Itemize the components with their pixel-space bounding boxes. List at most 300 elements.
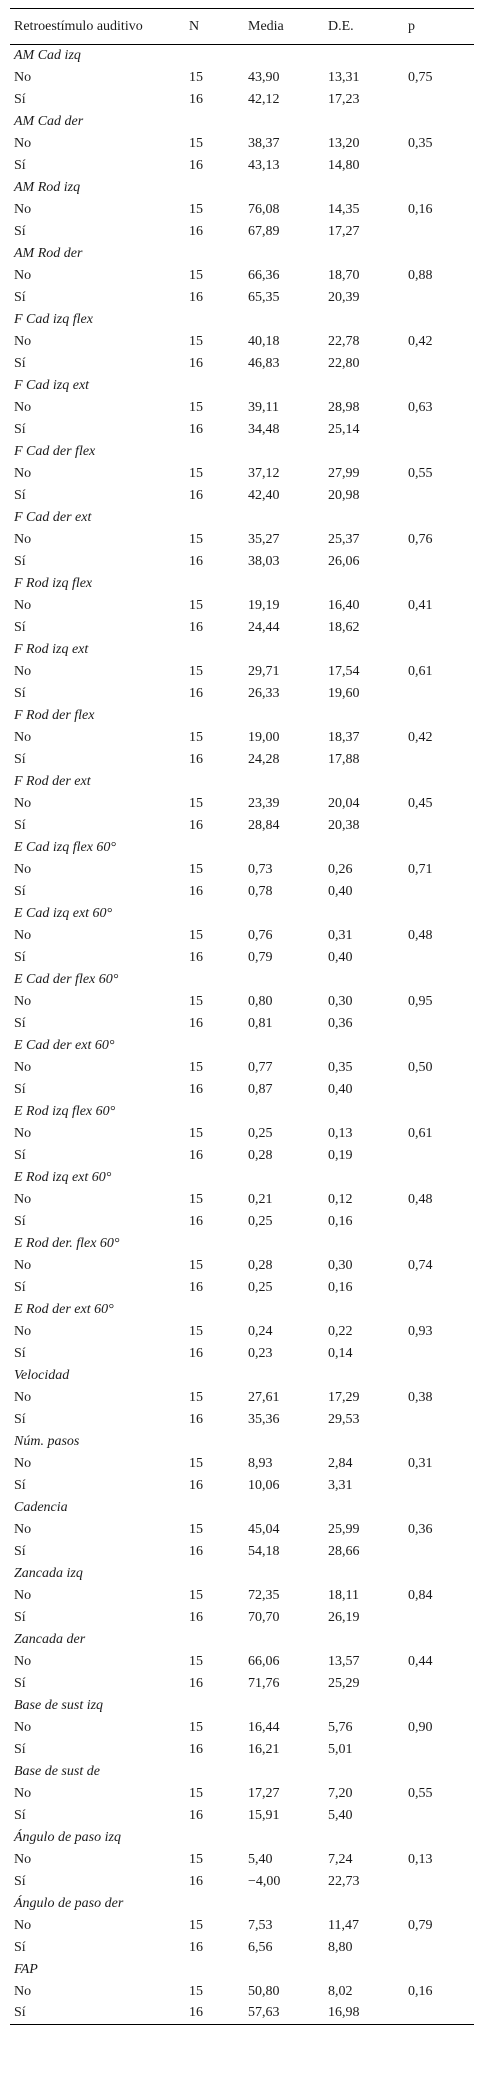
p-value	[404, 155, 474, 177]
media-value: 16,44	[248, 1719, 280, 1735]
p-value: 0,71	[408, 861, 433, 877]
results-table	[10, 8, 474, 2025]
table-row	[10, 1057, 474, 1079]
n-value: 15	[189, 1191, 203, 1207]
table-row	[10, 683, 474, 705]
media-value: 66,06	[248, 1653, 280, 1669]
media-value: 0,77	[248, 1059, 273, 1075]
de-value: 0,40	[328, 1081, 353, 1097]
variable-row	[10, 1167, 474, 1189]
p-value	[404, 221, 474, 243]
variable-name: E Cad izq flex 60°	[14, 839, 117, 855]
table-row	[10, 1013, 474, 1035]
p-value	[404, 419, 474, 441]
de-value: 20,38	[328, 817, 360, 833]
level-label: Sí	[14, 223, 26, 239]
level-label: Sí	[14, 157, 26, 173]
media-value: 76,08	[248, 201, 280, 217]
header-row	[10, 9, 474, 45]
table-row	[10, 221, 474, 243]
de-value: 11,47	[328, 1917, 359, 1933]
variable-row	[10, 441, 474, 463]
n-value: 15	[189, 1059, 203, 1075]
variable-row	[10, 573, 474, 595]
variable-name: F Cad der ext	[14, 509, 92, 525]
p-value	[404, 1805, 474, 1827]
media-value: 43,90	[248, 69, 280, 85]
de-value: 17,23	[328, 91, 360, 107]
level-label: Sí	[14, 1675, 26, 1691]
media-value: 0,73	[248, 861, 273, 877]
de-value: 14,35	[328, 201, 360, 217]
table-row	[10, 1145, 474, 1167]
level-label: Sí	[14, 1345, 26, 1361]
level-label: No	[14, 1257, 32, 1273]
p-value	[404, 2003, 474, 2025]
de-value: 22,80	[328, 355, 360, 371]
p-value: 0,90	[408, 1719, 433, 1735]
table-row	[10, 749, 474, 771]
variable-row	[10, 1827, 474, 1849]
variable-name: E Rod der. flex 60°	[14, 1235, 120, 1251]
de-value: 0,14	[328, 1345, 353, 1361]
n-value: 15	[189, 597, 203, 613]
de-value: 18,11	[328, 1587, 359, 1603]
p-value: 0,45	[408, 795, 433, 811]
table-row	[10, 617, 474, 639]
table-row	[10, 1651, 474, 1673]
n-value: 15	[189, 1983, 203, 1999]
p-value	[404, 1145, 474, 1167]
n-value: 15	[189, 1587, 203, 1603]
media-value: 28,84	[248, 817, 280, 833]
de-value: 18,62	[328, 619, 360, 635]
variable-name: F Rod izq ext	[14, 641, 89, 657]
variable-row	[10, 1299, 474, 1321]
p-value	[404, 1343, 474, 1365]
de-value: 14,80	[328, 157, 360, 173]
p-value: 0,31	[408, 1455, 433, 1471]
variable-name: E Cad der ext 60°	[14, 1037, 115, 1053]
level-label: No	[14, 267, 32, 283]
de-value: 0,30	[328, 1257, 353, 1273]
n-value: 15	[189, 795, 203, 811]
level-label: No	[14, 597, 32, 613]
p-value: 0,75	[408, 69, 433, 85]
p-value: 0,13	[408, 1851, 433, 1867]
p-value: 0,48	[408, 1191, 433, 1207]
table-row	[10, 67, 474, 89]
p-value	[404, 683, 474, 705]
n-value: 16	[189, 1411, 203, 1427]
variable-row	[10, 903, 474, 925]
de-value: 0,13	[328, 1125, 353, 1141]
level-label: No	[14, 465, 32, 481]
n-value: 15	[189, 663, 203, 679]
n-value: 16	[189, 619, 203, 635]
de-value: 18,37	[328, 729, 360, 745]
level-label: No	[14, 1587, 32, 1603]
de-value: 0,36	[328, 1015, 353, 1031]
level-label: Sí	[14, 487, 26, 503]
table-row	[10, 947, 474, 969]
variable-row	[10, 705, 474, 727]
p-value: 0,63	[408, 399, 433, 415]
variable-row	[10, 45, 474, 67]
level-label: Sí	[14, 1609, 26, 1625]
level-label: No	[14, 1917, 32, 1933]
level-label: Sí	[14, 1147, 26, 1163]
de-value: 13,57	[328, 1653, 360, 1669]
media-value: 38,03	[248, 553, 280, 569]
p-value: 0,76	[408, 531, 433, 547]
variable-row	[10, 1101, 474, 1123]
table-row	[10, 199, 474, 221]
n-value: 16	[189, 1279, 203, 1295]
p-value: 0,42	[408, 729, 433, 745]
variable-name: Base de sust de	[14, 1763, 100, 1779]
n-value: 16	[189, 1873, 203, 1889]
table-row	[10, 485, 474, 507]
de-value: 2,84	[328, 1455, 353, 1471]
media-value: 34,48	[248, 421, 280, 437]
media-value: 24,44	[248, 619, 280, 635]
level-label: Sí	[14, 1015, 26, 1031]
media-value: 72,35	[248, 1587, 280, 1603]
media-value: 0,28	[248, 1257, 273, 1273]
variable-name: F Cad izq flex	[14, 311, 93, 327]
n-value: 16	[189, 1147, 203, 1163]
p-value: 0,74	[408, 1257, 433, 1273]
variable-row	[10, 1497, 474, 1519]
table-row	[10, 1849, 474, 1871]
media-value: 26,33	[248, 685, 280, 701]
n-value: 16	[189, 553, 203, 569]
level-label: Sí	[14, 289, 26, 305]
p-value	[404, 551, 474, 573]
variable-name: AM Cad izq	[14, 47, 81, 63]
n-value: 15	[189, 1521, 203, 1537]
p-value	[404, 749, 474, 771]
n-value: 15	[189, 1323, 203, 1339]
de-value: 18,70	[328, 267, 360, 283]
level-label: No	[14, 795, 32, 811]
media-value: 0,87	[248, 1081, 273, 1097]
variable-name: F Rod der ext	[14, 773, 91, 789]
variable-row	[10, 1035, 474, 1057]
variable-name: Ángulo de paso izq	[14, 1829, 121, 1845]
media-value: 54,18	[248, 1543, 280, 1559]
de-value: 5,01	[328, 1741, 353, 1757]
n-value: 16	[189, 421, 203, 437]
table-row	[10, 1585, 474, 1607]
de-value: 28,66	[328, 1543, 360, 1559]
table-row	[10, 727, 474, 749]
media-value: 35,36	[248, 1411, 280, 1427]
level-label: Sí	[14, 1807, 26, 1823]
n-value: 15	[189, 267, 203, 283]
n-value: 15	[189, 993, 203, 1009]
n-value: 15	[189, 1851, 203, 1867]
de-value: 27,99	[328, 465, 360, 481]
header-n: N	[185, 9, 244, 45]
p-value	[404, 485, 474, 507]
de-value: 8,80	[328, 1939, 353, 1955]
variable-row	[10, 1431, 474, 1453]
media-value: 0,79	[248, 949, 273, 965]
p-value: 0,61	[408, 663, 433, 679]
variable-row	[10, 1629, 474, 1651]
de-value: 20,39	[328, 289, 360, 305]
de-value: 0,22	[328, 1323, 353, 1339]
p-value	[404, 1277, 474, 1299]
p-value	[404, 1079, 474, 1101]
n-value: 16	[189, 157, 203, 173]
n-value: 15	[189, 1785, 203, 1801]
media-value: 16,21	[248, 1741, 280, 1757]
p-value: 0,35	[408, 135, 433, 151]
media-value: 0,23	[248, 1345, 273, 1361]
variable-name: F Rod izq flex	[14, 575, 93, 591]
n-value: 15	[189, 69, 203, 85]
de-value: 20,98	[328, 487, 360, 503]
variable-row	[10, 1893, 474, 1915]
n-value: 16	[189, 949, 203, 965]
n-value: 16	[189, 751, 203, 767]
n-value: 16	[189, 1939, 203, 1955]
media-value: 35,27	[248, 531, 280, 547]
table-row	[10, 1541, 474, 1563]
de-value: 0,31	[328, 927, 353, 943]
media-value: 45,04	[248, 1521, 280, 1537]
media-value: 39,11	[248, 399, 279, 415]
media-value: 71,76	[248, 1675, 280, 1691]
table-row	[10, 1123, 474, 1145]
n-value: 16	[189, 685, 203, 701]
level-label: No	[14, 927, 32, 943]
level-label: No	[14, 1653, 32, 1669]
variable-name: AM Rod der	[14, 245, 83, 261]
table-row	[10, 1871, 474, 1893]
table-row	[10, 353, 474, 375]
table-row	[10, 1805, 474, 1827]
media-value: 40,18	[248, 333, 280, 349]
table-row	[10, 1409, 474, 1431]
n-value: 16	[189, 1543, 203, 1559]
de-value: 19,60	[328, 685, 360, 701]
n-value: 15	[189, 531, 203, 547]
level-label: Sí	[14, 1939, 26, 1955]
p-value	[404, 1739, 474, 1761]
de-value: 0,16	[328, 1279, 353, 1295]
variable-row	[10, 1563, 474, 1585]
variable-row	[10, 1695, 474, 1717]
media-value: 42,12	[248, 91, 280, 107]
table-row	[10, 1343, 474, 1365]
table-row	[10, 463, 474, 485]
level-label: Sí	[14, 619, 26, 635]
p-value: 0,79	[408, 1917, 433, 1933]
n-value: 15	[189, 465, 203, 481]
de-value: 25,29	[328, 1675, 360, 1691]
media-value: 24,28	[248, 751, 280, 767]
p-value: 0,42	[408, 333, 433, 349]
table-row	[10, 815, 474, 837]
variable-row	[10, 969, 474, 991]
table-row	[10, 331, 474, 353]
media-value: 15,91	[248, 1807, 280, 1823]
de-value: 0,40	[328, 949, 353, 965]
de-value: 29,53	[328, 1411, 360, 1427]
table-body	[10, 45, 474, 2025]
de-value: 26,06	[328, 553, 360, 569]
de-value: 0,16	[328, 1213, 353, 1229]
variable-row	[10, 177, 474, 199]
level-label: Sí	[14, 355, 26, 371]
level-label: No	[14, 1719, 32, 1735]
media-value: 27,61	[248, 1389, 280, 1405]
p-value: 0,36	[408, 1521, 433, 1537]
de-value: 3,31	[328, 1477, 353, 1493]
p-value: 0,41	[408, 597, 433, 613]
p-value: 0,48	[408, 927, 433, 943]
de-value: 7,20	[328, 1785, 353, 1801]
de-value: 17,54	[328, 663, 360, 679]
n-value: 15	[189, 333, 203, 349]
de-value: 22,78	[328, 333, 360, 349]
n-value: 15	[189, 927, 203, 943]
de-value: 0,35	[328, 1059, 353, 1075]
level-label: Sí	[14, 1741, 26, 1757]
variable-row	[10, 1233, 474, 1255]
table-row	[10, 1211, 474, 1233]
p-value	[404, 1673, 474, 1695]
media-value: 0,81	[248, 1015, 273, 1031]
level-label: No	[14, 201, 32, 217]
level-label: Sí	[14, 1081, 26, 1097]
variable-row	[10, 507, 474, 529]
header-de: D.E.	[324, 9, 404, 45]
level-label: No	[14, 729, 32, 745]
media-value: 43,13	[248, 157, 280, 173]
n-value: 16	[189, 1345, 203, 1361]
n-value: 15	[189, 1455, 203, 1471]
level-label: No	[14, 1455, 32, 1471]
level-label: No	[14, 663, 32, 679]
media-value: 0,25	[248, 1279, 273, 1295]
variable-name: AM Rod izq	[14, 179, 81, 195]
media-value: 8,93	[248, 1455, 273, 1471]
level-label: No	[14, 861, 32, 877]
de-value: 25,14	[328, 421, 360, 437]
variable-row	[10, 1761, 474, 1783]
header-retroestimulo: Retroestímulo auditivo	[10, 9, 185, 45]
variable-name: Velocidad	[14, 1367, 70, 1383]
table-row	[10, 881, 474, 903]
variable-row	[10, 111, 474, 133]
p-value	[404, 1013, 474, 1035]
de-value: 13,20	[328, 135, 360, 151]
n-value: 16	[189, 1807, 203, 1823]
level-label: No	[14, 1191, 32, 1207]
level-label: Sí	[10, 2003, 185, 2025]
level-label: Sí	[14, 1411, 26, 1427]
table-row	[10, 1321, 474, 1343]
variable-row	[10, 1959, 474, 1981]
de-value: 0,30	[328, 993, 353, 1009]
n-value: 16	[189, 1213, 203, 1229]
n-value: 16	[189, 91, 203, 107]
media-value: 19,19	[248, 597, 280, 613]
media-value: 7,53	[248, 1917, 273, 1933]
variable-name: FAP	[14, 1961, 38, 1977]
media-value: 19,00	[248, 729, 280, 745]
p-value: 0,55	[408, 465, 433, 481]
p-value: 0,61	[408, 1125, 433, 1141]
media-value: 0,76	[248, 927, 273, 943]
media-value: 0,24	[248, 1323, 273, 1339]
level-label: Sí	[14, 91, 26, 107]
n-value: 16	[189, 289, 203, 305]
variable-name: F Cad der flex	[14, 443, 96, 459]
n-value: 15	[189, 135, 203, 151]
variable-name: Base de sust izq	[14, 1697, 104, 1713]
media-value: 42,40	[248, 487, 280, 503]
p-value: 0,50	[408, 1059, 433, 1075]
p-value: 0,95	[408, 993, 433, 1009]
level-label: No	[14, 135, 32, 151]
level-label: Sí	[14, 1873, 26, 1889]
de-value: 25,37	[328, 531, 360, 547]
n-value: 15	[189, 201, 203, 217]
n-value: 16	[189, 1675, 203, 1691]
media-value: −4,00	[248, 1873, 281, 1889]
media-value: 6,56	[248, 1939, 273, 1955]
p-value	[404, 881, 474, 903]
p-value	[404, 1475, 474, 1497]
level-label: No	[14, 993, 32, 1009]
p-value	[404, 353, 474, 375]
n-value: 15	[189, 399, 203, 415]
table-row	[10, 1915, 474, 1937]
n-value: 16	[189, 1609, 203, 1625]
variable-name: E Rod der ext 60°	[14, 1301, 114, 1317]
table-row	[10, 1739, 474, 1761]
level-label: No	[14, 333, 32, 349]
variable-name: Cadencia	[14, 1499, 68, 1515]
level-label: No	[14, 531, 32, 547]
media-value: 0,80	[248, 993, 273, 1009]
media-value: 50,80	[248, 1983, 280, 1999]
media-value: 23,39	[248, 795, 280, 811]
table-row	[10, 287, 474, 309]
table-row	[10, 1717, 474, 1739]
variable-name: F Rod der flex	[14, 707, 95, 723]
level-label: Sí	[14, 685, 26, 701]
de-value: 0,19	[328, 1147, 353, 1163]
media-value: 37,12	[248, 465, 280, 481]
media-value: 5,40	[248, 1851, 273, 1867]
p-value: 0,38	[408, 1389, 433, 1405]
de-value: 22,73	[328, 1873, 360, 1889]
header-media: Media	[244, 9, 324, 45]
table-row	[10, 1475, 474, 1497]
table-row	[10, 1189, 474, 1211]
p-value: 0,16	[408, 201, 433, 217]
media-value: 0,78	[248, 883, 273, 899]
table-row	[10, 2003, 474, 2025]
media-value: 66,36	[248, 267, 280, 283]
